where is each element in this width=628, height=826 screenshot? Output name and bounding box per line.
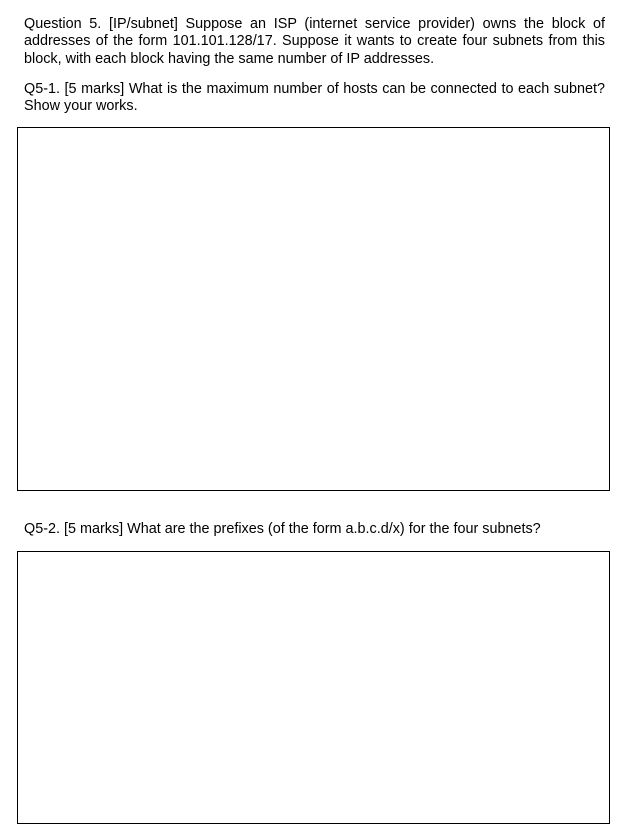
question-part-1: Q5-1. [5 marks] What is the maximum number of hosts can be connected to each subnet? Show your works. [24, 81, 605, 115]
answer-box-part-2[interactable] [17, 551, 610, 824]
question-intro: Question 5. [IP/subnet] Suppose an ISP (internet service provider) owns the block of addresses of the form 101.101.128/17. Suppose it wants to create four subnets from this block, with each block having the same number of IP addresses. [24, 16, 605, 67]
answer-box-part-1[interactable] [17, 127, 610, 491]
question-part-2: Q5-2. [5 marks] What are the prefixes (of the form a.b.c.d/x) for the four subnets? [24, 521, 541, 537]
